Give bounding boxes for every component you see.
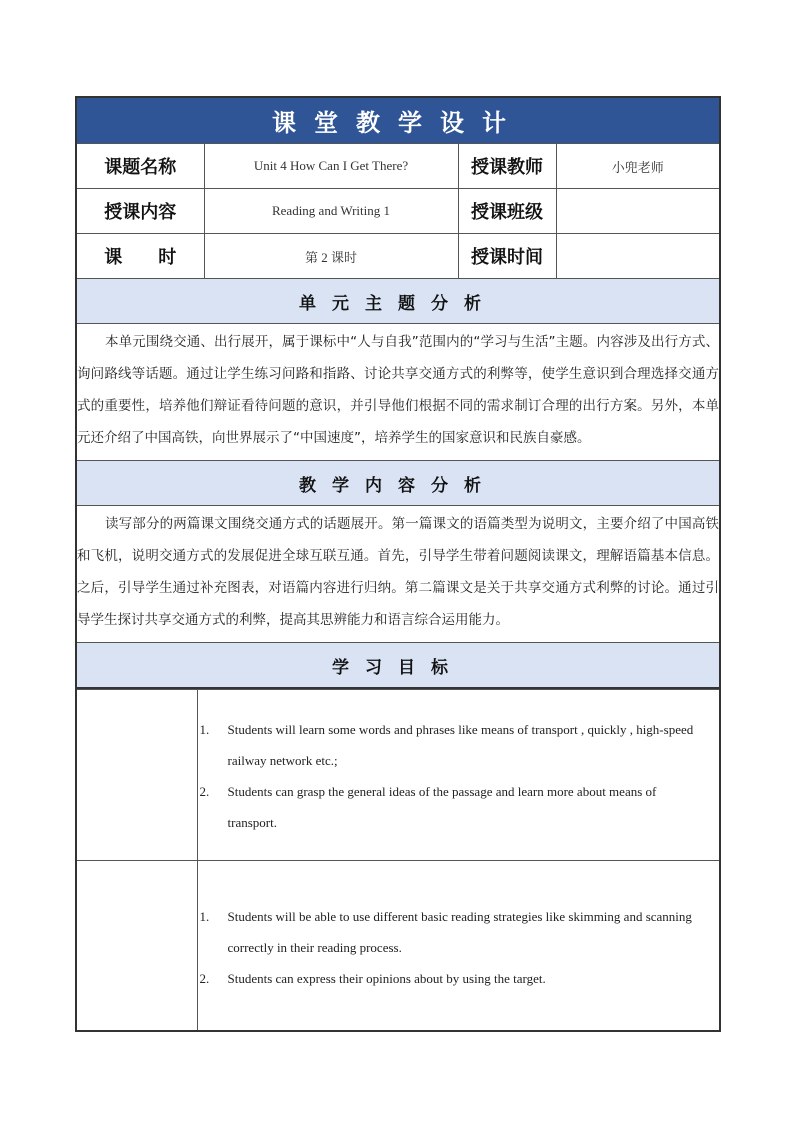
class-value — [556, 189, 720, 234]
objective-group-2 — [197, 861, 720, 1031]
lesson-plan-table — [75, 96, 721, 689]
objectives-heading: 学习目标 — [76, 643, 720, 689]
objective-group-2-label — [76, 861, 197, 1031]
list-item — [199, 714, 708, 776]
objective-group-1-label — [76, 690, 197, 861]
objectives-table — [75, 689, 721, 1032]
content-label: 授课内容 — [76, 189, 204, 234]
list-number: 2. — [199, 971, 210, 986]
list-item — [199, 901, 708, 963]
lesson-plan — [75, 96, 719, 1032]
objective-group-1 — [197, 690, 720, 861]
objective-text: Students will learn some words and phrases like means of transport , quickly , high-speed railway network etc.; — [227, 722, 694, 768]
list-number: 1. — [199, 909, 210, 924]
period-value: 第 2 课时 — [204, 234, 458, 279]
unit-analysis-text: 本单元围绕交通、出行展开，属于课标中“人与自我”范围内的“学习与生活”主题。内容涉及出行方式、询问路线等话题。通过让学生练习问路和指路、讨论共享交通方式的利弊等，使学生意识到合理选择交通方式的重要性，培养他们辩证看待问题的意识，并引导他们根据不同的需求制订合理的出行方案。另外，本单元还介绍了中国高铁，向世界展示了“中国速度”，培养学生的国家意识和民族自豪感。 — [76, 324, 720, 461]
objective-text: Students will be able to use different basic reading strategies like skimming and scanning correctly in their reading process. — [227, 909, 692, 955]
objective-text: Students can grasp the general ideas of the passage and learn more about means of transport. — [227, 784, 657, 830]
time-label: 授课时间 — [458, 234, 556, 279]
page-title: 课堂教学设计 — [76, 97, 720, 144]
teacher-value: 小兜老师 — [556, 144, 720, 189]
period-label: 课 时 — [76, 234, 204, 279]
unit-analysis-heading: 单元主题分析 — [76, 279, 720, 324]
objective-list-1 — [198, 714, 720, 838]
content-analysis-text: 读写部分的两篇课文围绕交通方式的话题展开。第一篇课文的语篇类型为说明文，主要介绍了中国高铁和飞机，说明交通方式的发展促进全球互联互通。首先，引导学生带着问题阅读课文，理解语篇基本信息。之后，引导学生通过补充图表，对语篇内容进行归纳。第二篇课文是关于共享交通方式利弊的讨论。通过引导学生探讨共享交通方式的利弊，提高其思辨能力和语言综合运用能力。 — [76, 506, 720, 643]
teacher-label: 授课教师 — [458, 144, 556, 189]
topic-value: Unit 4 How Can I Get There? — [204, 144, 458, 189]
time-value — [556, 234, 720, 279]
objective-text: Students can express their opinions about by using the target. — [227, 971, 546, 986]
objective-list-2 — [198, 901, 720, 994]
content-value: Reading and Writing 1 — [204, 189, 458, 234]
list-number: 2. — [199, 784, 210, 799]
list-item — [199, 963, 708, 994]
topic-label: 课题名称 — [76, 144, 204, 189]
content-analysis-heading: 教学内容分析 — [76, 461, 720, 506]
class-label: 授课班级 — [458, 189, 556, 234]
list-item — [199, 776, 708, 838]
list-number: 1. — [199, 722, 210, 737]
